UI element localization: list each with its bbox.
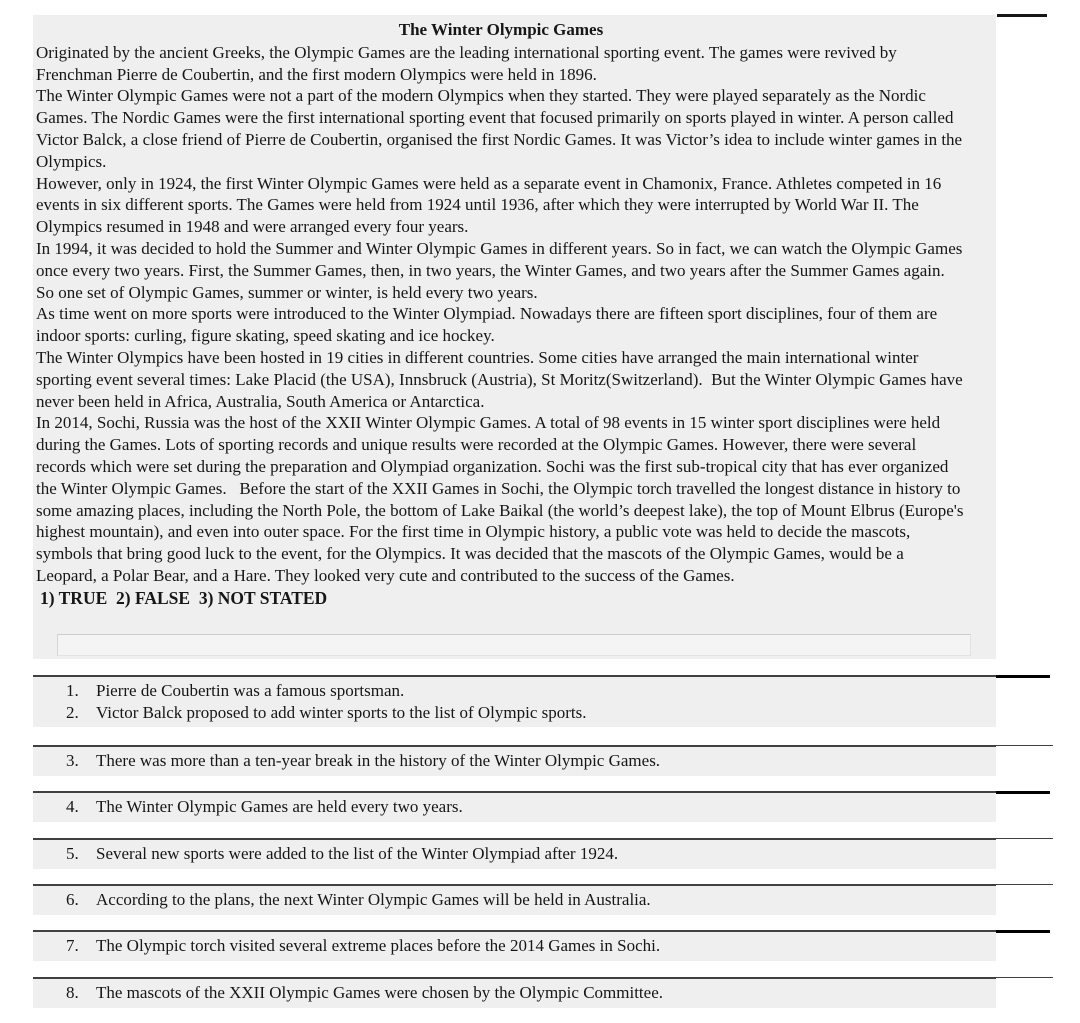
- answer-line: [996, 675, 1050, 678]
- statement-number: 1.: [66, 681, 79, 700]
- question-row: [33, 977, 1053, 1007]
- statement-text: The Olympic torch visited several extreme places before the 2014 Games in Sochi.: [96, 936, 661, 955]
- statement-band: [33, 677, 996, 727]
- answer-line: [996, 884, 1053, 885]
- statement-text: The mascots of the XXII Olympic Games were chosen by the Olympic Committee.: [96, 983, 663, 1002]
- answer-line: [996, 791, 1050, 794]
- statement-number: 5.: [66, 844, 79, 863]
- passage-paragraph: In 2014, Sochi, Russia was the host of the XXII Winter Olympic Games. A total of 98 events in 15 winter sport disciplines were held during the Games. Lots of sporting records and unique results were recorded at the Olympic Games. However, there were several records which were set during the preparation and Olympiad organization. Sochi was the first sub-tropical city that has ever organized the Winter Olympic Games. Before the start of the XXII Games in Sochi, the Olympic torch travelled the longest distance in history to some amazing places, including the North Pole, the bottom of Lake Baikal (the world’s deepest lake), the top of Mount Elbrus (Europe's highest mountain), and even into outer space. For the first time in Olympic history, a public vote was held to decide the mascots, symbols that bring good luck to the event, for the Olympics. It was decided that the mascots of the Olympic Games, would be a Leopard, a Polar Bear, and a Hare. They looked very cute and contributed to the success of the Games.: [36, 413, 968, 585]
- statement-band: [33, 793, 996, 822]
- statement-item: [33, 680, 996, 702]
- statement-number: 3.: [66, 751, 79, 770]
- answer-options-line: 1) TRUE 2) FALSE 3) NOT STATED: [40, 587, 328, 608]
- statement-item: [33, 750, 996, 772]
- question-row: [33, 745, 1053, 775]
- passage-paragraph: The Winter Olympics have been hosted in 19 cities in different countries. Some cities have arranged the main international winter sporting event several times: Lake Placid (the USA), Innsbruck (Austria), St Moritz(Switzerland). But the Winter Olympic Games have never been held in Africa, Australia, South America or Antarctica.: [36, 347, 967, 411]
- answer-line: [996, 838, 1053, 839]
- statement-band: [33, 840, 996, 869]
- reading-passage: [33, 15, 996, 659]
- statement-text: According to the plans, the next Winter Olympic Games will be held in Australia.: [96, 890, 651, 909]
- statement-item: [33, 702, 996, 724]
- statement-item: [33, 935, 996, 957]
- answer-input[interactable]: [57, 634, 971, 656]
- answer-line: [996, 977, 1053, 978]
- question-row: [33, 930, 1053, 960]
- statement-number: 8.: [66, 983, 79, 1002]
- statement-text: Victor Balck proposed to add winter sports to the list of Olympic sports.: [96, 702, 587, 722]
- passage-paragraph: The Winter Olympic Games were not a part of the modern Olympics when they started. They were played separately as the Nordic Games. The Nordic Games were the first international sporting event that focused primarily on sports played in winter. A person called Victor Balck, a close friend of Pierre de Coubertin, organised the first Nordic Games. It was Victor’s idea to include winter games in the Olympics.: [36, 86, 967, 171]
- question-row: [33, 884, 1053, 914]
- statement-text: Several new sports were added to the list of the Winter Olympiad after 1924.: [96, 844, 619, 863]
- answer-line: [996, 745, 1053, 746]
- passage-paragraph: Originated by the ancient Greeks, the Olympic Games are the leading international sporting event. The games were revived by Frenchman Pierre de Coubertin, and the first modern Olympics were held in 1896.: [36, 42, 901, 84]
- statement-text: Pierre de Coubertin was a famous sportsman.: [96, 681, 405, 700]
- passage-title: The Winter Olympic Games: [398, 20, 604, 39]
- statement-item: [33, 889, 996, 911]
- question-row: [33, 675, 1053, 724]
- statement-band: [33, 979, 996, 1008]
- statement-band: [33, 932, 996, 961]
- answer-line: [996, 930, 1050, 933]
- statement-text: There was more than a ten-year break in the history of the Winter Olympic Games.: [96, 751, 661, 770]
- statement-item: [33, 982, 996, 1004]
- passage-paragraph: In 1994, it was decided to hold the Summer and Winter Olympic Games in different years. So in fact, we can watch the Olympic Games once every two years. First, the Summer Games, then, in two years, the Winter Games, and two years after the Summer Games again. So one set of Olympic Games, summer or winter, is held every two years.: [36, 238, 967, 302]
- statement-band: [33, 747, 996, 776]
- statement-item: [33, 796, 996, 818]
- statement-number: 2.: [66, 702, 79, 722]
- passage-paragraph: As time went on more sports were introduced to the Winter Olympiad. Nowadays there are fifteen sport disciplines, four of them are indoor sports: curling, figure skating, speed skating and ice hockey.: [36, 304, 942, 346]
- statement-band: [33, 886, 996, 915]
- statement-number: 6.: [66, 890, 79, 909]
- passage-paragraph: However, only in 1924, the first Winter Olympic Games were held as a separate event in Chamonix, France. Athletes competed in 16 events in six different sports. The Games were held from 1924 until 1936, after which they were interrupted by World War II. The Olympics resumed in 1948 and were arranged every four years.: [36, 173, 946, 237]
- statement-item: [33, 843, 996, 865]
- statement-number: 4.: [66, 797, 79, 816]
- statement-text: The Winter Olympic Games are held every two years.: [96, 797, 463, 816]
- page-edge-line: [997, 14, 1047, 17]
- question-row: [33, 791, 1053, 821]
- question-row: [33, 838, 1053, 868]
- statement-number: 7.: [66, 936, 79, 955]
